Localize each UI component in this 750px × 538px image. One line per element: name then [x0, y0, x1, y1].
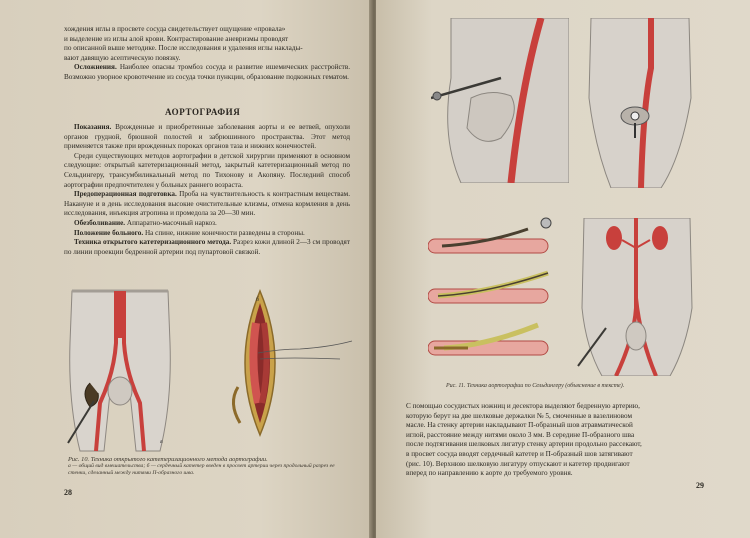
figure-label-b: б: [256, 297, 260, 303]
caption-body: а — общий вид вмешательства; б — сердечный катетер введен в просвет артерии через продольный разрез ее стенки, сделанный между нитями П-образного шва.: [68, 463, 335, 476]
position-paragraph: [64, 229, 350, 239]
main-text: [64, 123, 350, 257]
methods-paragraph: Среди существующих методов аортографии в детской хирургии применяют в основном следующие: открытый катетеризационный метод, закрытый катетеризационный метод по Сельдингеру, трансумбиликальный метод по Тихонову и Акопяну. Последний способ аортографии предпочтителен у больных раннего возраста.: [64, 151, 350, 189]
prep-paragraph: [64, 190, 350, 219]
section-heading: АОРТОГРАФИЯ: [165, 107, 241, 117]
text-line: иглой, расстояние между нитями около 3 мм. В середине П-образного шва: [406, 430, 635, 439]
indications-text: Врожденные и приобретенные заболевания аорты и ее ветвей, опухоли органов грудной, брюшной полостей и забрюшинного пространства. Этот метод применяется также при врожденных пороках органов таза и нижних конечностей.: [64, 123, 351, 151]
figure-11-needle-puncture: [431, 18, 569, 183]
complications-label: Осложнения.: [74, 63, 117, 72]
text-line: С помощью сосудистых ножниц и десектора выделяют бедренную артерию,: [406, 402, 640, 410]
figure-10b-illustration: [220, 283, 360, 443]
indications-paragraph: [64, 123, 350, 152]
right-body-text: [406, 402, 706, 479]
position-text: На спине, нижние конечности разведены в стороны.: [144, 228, 305, 237]
text-line: (рис. 10). Верхнюю шелковую лигатуру отпускают и катетер продвигают: [406, 459, 630, 468]
anesthesia-label: Обезболивание.: [74, 218, 126, 227]
top-paragraph: [64, 25, 350, 83]
text-line: масле. На стенку артерии накладывают П-образный шов атравматической: [406, 421, 633, 430]
text-line: которую берут на две шелковые держалки № 5, смоченные в вазелиновом: [406, 411, 632, 420]
figure-11-groin-hub: [581, 18, 699, 188]
complications-paragraph: [64, 63, 350, 82]
text-line: и выделение из иглы алой крови. Контрастирование аневризмы проводят: [64, 34, 289, 43]
figure-label-a: а: [160, 439, 163, 445]
figure-11-catheter-steps: [428, 213, 568, 363]
prep-text: Проба на чувствительность к контрастным веществам. Накануне и в день исследования высокие очистительные клизмы, отмена кормления в день исследования, инъекция атропина и промедола за 20—30 мин.: [64, 190, 350, 218]
technique-paragraph: [64, 238, 350, 257]
page-number-left: 28: [64, 488, 72, 497]
prep-label: Предоперационная подготовка.: [74, 190, 177, 199]
technique-label: Техника открытого катетеризационного метода.: [74, 238, 232, 247]
figure-11-body-catheter: [576, 218, 698, 376]
text-line: вают давящую асептическую повязку.: [64, 53, 181, 62]
anesthesia-paragraph: [64, 219, 350, 229]
text-line: после подтягивания шелковых лигатур стенку артерии продольно рассекают,: [406, 440, 642, 449]
complications-text: Наиболее опасны тромбоз сосуда и развитие ишемических расстройств. Возможно уворное кровотечение из сосуда точки пункции, образование подкожных гематом.: [64, 63, 351, 81]
figure-11-caption: Рис. 11. Техника аортографии по Сельдингеру (объяснение в тексте).: [446, 383, 625, 389]
left-page: [0, 0, 372, 538]
position-label: Положение больного.: [74, 228, 144, 237]
indications-label: Показания.: [74, 123, 112, 131]
figure-10a-illustration: [60, 283, 180, 458]
text-line: вперед по направлению к аорте до требуемого уровня.: [406, 469, 573, 478]
text-line: хождения иглы в просвете сосуда свидетельствует ощущение «провала»: [64, 25, 286, 33]
text-line: по описанной выше методике. После исследования и удаления иглы наклады-: [64, 44, 303, 53]
figure-10-caption: [68, 456, 338, 477]
caption-title: Рис. 10. Техника открытого катетеризационного метода аортографии.: [68, 456, 268, 463]
page-number-right: 29: [696, 481, 704, 490]
technique-text: Разрез кожи длиной 2—3 см проводят по линии проекции бедренной артерии под пупартовой связкой.: [64, 238, 351, 256]
text-line: в просвет сосуда вводят сердечный катетер и П-образный шов затягивают: [406, 449, 633, 458]
right-page: [376, 0, 750, 538]
anesthesia-text: Аппаратно-масочный наркоз.: [126, 218, 217, 227]
